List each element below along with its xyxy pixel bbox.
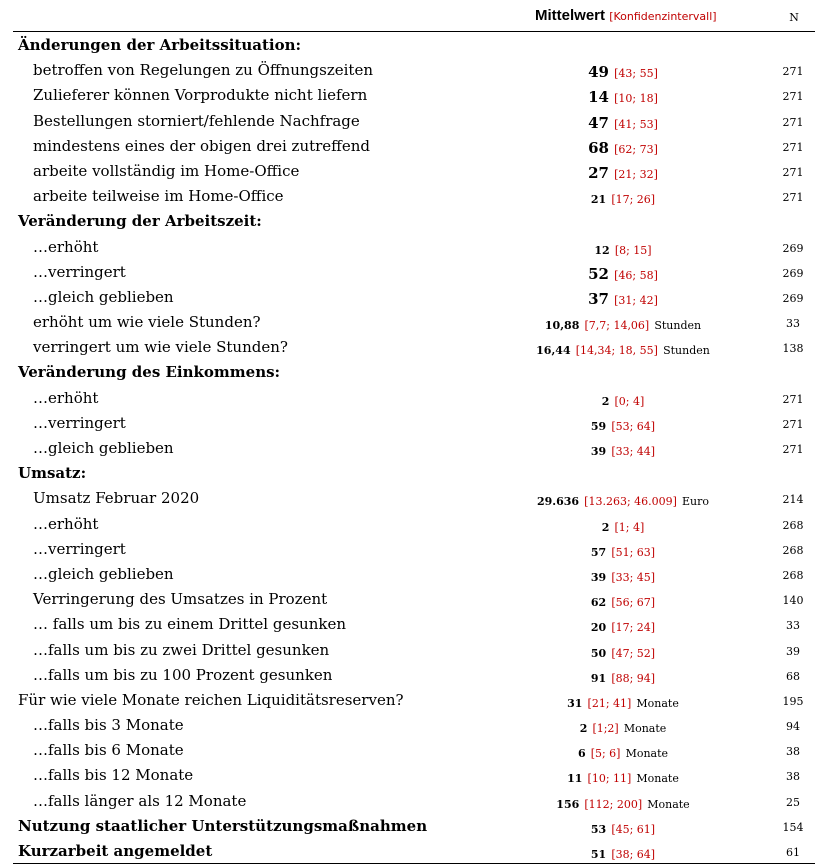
unit-label: Monate: [625, 747, 669, 761]
confidence-interval: [38; 64]: [611, 848, 656, 861]
table-row: [13, 788, 815, 813]
table-row: [13, 536, 815, 561]
row-value: [443, 264, 803, 283]
row-label: …falls um bis zu zwei Drittel gesunken: [33, 640, 330, 659]
row-label: …verringert: [33, 413, 126, 432]
mean-value: 156: [556, 797, 580, 811]
sample-size: 214: [782, 493, 804, 507]
table-row: [13, 234, 815, 259]
sample-size: 140: [782, 594, 804, 608]
row-label: verringert um wie viele Stunden?: [33, 338, 288, 357]
sample-size: 154: [782, 820, 804, 834]
confidence-interval: [21; 32]: [614, 167, 658, 181]
row-value: [443, 591, 803, 610]
table-row: [13, 309, 815, 334]
row-label: Nutzung staatlicher Unterstützungsmaßnahmen: [18, 816, 428, 835]
row-label: mindestens eines der obigen drei zutreffend: [33, 136, 370, 155]
confidence-interval: [33; 44]: [611, 445, 656, 458]
mean-value: 68: [588, 138, 609, 157]
mean-value: 16,44: [536, 344, 571, 358]
row-value: [443, 314, 803, 333]
table-row: [13, 57, 815, 82]
confidence-interval: [56; 67]: [611, 596, 656, 610]
sample-size: 269: [782, 241, 804, 255]
table-row: [13, 485, 815, 510]
row-label: Verringerung des Umsatzes in Prozent: [33, 590, 328, 609]
table-row: [13, 435, 815, 460]
row-value: [443, 516, 803, 535]
mean-value: 31: [567, 696, 583, 710]
table-row: [13, 460, 815, 485]
sample-size: 33: [786, 317, 800, 331]
row-value: [443, 87, 803, 106]
table-row: [13, 737, 815, 762]
table-row: [13, 108, 815, 133]
mean-value: 12: [594, 243, 610, 257]
row-label: Zulieferer können Vorprodukte nicht liefern: [33, 86, 368, 105]
row-value: [443, 642, 803, 661]
sample-size: 94: [786, 720, 800, 734]
row-value: [443, 415, 803, 434]
mean-value: 59: [590, 419, 607, 433]
row-value: [443, 490, 803, 509]
unit-label: Euro: [682, 495, 710, 509]
table-body: [13, 32, 815, 864]
sample-size: 38: [786, 770, 800, 784]
row-value: [443, 742, 803, 761]
confidence-interval: [31; 42]: [614, 293, 658, 307]
table-row: [13, 586, 815, 611]
row-value: [443, 818, 803, 837]
row-value: [443, 339, 803, 358]
sample-size: 269: [782, 291, 804, 305]
sample-size: 268: [782, 543, 804, 557]
table-row: [13, 611, 815, 636]
row-value: [443, 188, 803, 207]
confidence-interval: [14,34; 18, 55]: [575, 344, 658, 358]
table-header: [13, 0, 815, 32]
table-row: [13, 662, 815, 687]
sample-size: 271: [782, 90, 804, 104]
sample-size: 271: [782, 191, 804, 205]
row-label: …erhöht: [33, 514, 99, 533]
table-row: [13, 410, 815, 435]
table-row: [13, 561, 815, 586]
mean-value: 21: [590, 193, 607, 207]
row-label: Für wie viele Monate reichen Liquiditätsreserven?: [18, 690, 404, 709]
ci-column-header: [Konfidenzintervall]: [609, 10, 717, 23]
row-label: …gleich geblieben: [33, 287, 174, 306]
table-row: [13, 712, 815, 737]
row-value: [443, 62, 803, 81]
row-value: [443, 440, 803, 459]
mean-value: 14: [588, 88, 609, 107]
mean-value: 50: [590, 646, 607, 660]
table-row: [13, 637, 815, 662]
row-value: [443, 289, 803, 308]
mean-value: 2: [601, 520, 610, 534]
table-row: [13, 359, 815, 384]
mean-value: 49: [588, 63, 609, 82]
table-row: [13, 32, 815, 57]
table-row: [13, 183, 815, 208]
row-value: [443, 692, 803, 711]
results-table: [13, 0, 815, 864]
mean-value: 6: [577, 747, 586, 761]
mean-value: 11: [567, 772, 583, 786]
row-label: …gleich geblieben: [33, 564, 174, 583]
unit-label: Monate: [647, 797, 690, 811]
row-value: [443, 767, 803, 786]
confidence-interval: [51; 63]: [611, 545, 656, 559]
row-label: …falls bis 3 Monate: [33, 716, 184, 735]
unit-label: Monate: [623, 722, 667, 736]
table-row: [13, 813, 815, 838]
confidence-interval: [45; 61]: [611, 822, 656, 836]
sample-size: 39: [786, 644, 800, 658]
sample-size: 38: [786, 745, 800, 759]
mean-column-header: Mittelwert [Konfidenzintervall]: [535, 7, 717, 24]
unit-label: Monate: [636, 696, 679, 710]
table-row: [13, 838, 815, 864]
confidence-interval: [17; 26]: [611, 193, 656, 207]
confidence-interval: [41; 53]: [614, 117, 658, 131]
row-value: [443, 566, 803, 585]
mean-value: 37: [588, 289, 609, 308]
row-label: Umsatz Februar 2020: [33, 489, 200, 508]
table-row: [13, 82, 815, 107]
row-label: … falls um bis zu einem Drittel gesunken: [33, 615, 346, 634]
unit-label: Stunden: [663, 344, 710, 358]
confidence-interval: [1;2]: [592, 722, 619, 736]
mean-value: 39: [590, 445, 607, 458]
mean-value: 27: [588, 163, 609, 182]
row-label: …falls um bis zu 100 Prozent gesunken: [33, 665, 333, 684]
row-label: …verringert: [33, 262, 126, 281]
confidence-interval: [5; 6]: [590, 747, 621, 761]
row-value: [443, 541, 803, 560]
confidence-interval: [1; 4]: [614, 520, 645, 534]
confidence-interval: [7,7; 14,06]: [584, 319, 650, 333]
table-row: [13, 259, 815, 284]
mean-value: 47: [588, 113, 609, 132]
sample-size: 195: [782, 694, 804, 708]
sample-size: 271: [782, 140, 804, 154]
row-value: [443, 843, 803, 862]
row-value: [443, 113, 803, 132]
table-row: [13, 511, 815, 536]
sample-size: 68: [786, 669, 800, 683]
mean-value: 2: [579, 722, 588, 736]
mean-value: 91: [590, 671, 607, 685]
mean-value: 52: [588, 264, 609, 283]
confidence-interval: [43; 55]: [614, 67, 658, 81]
row-value: [443, 138, 803, 157]
table-row: [13, 762, 815, 787]
row-label: …falls länger als 12 Monate: [33, 791, 247, 810]
table-row: [13, 133, 815, 158]
row-value: [443, 717, 803, 736]
sample-size: 271: [782, 443, 804, 456]
confidence-interval: [62; 73]: [614, 142, 658, 156]
sample-size: 25: [786, 795, 800, 809]
confidence-interval: [8; 15]: [614, 243, 652, 257]
row-label: Kurzarbeit angemeldet: [18, 842, 213, 860]
sample-size: 268: [782, 518, 804, 532]
mean-value: 20: [590, 621, 607, 635]
row-value: [443, 667, 803, 686]
row-label: arbeite vollständig im Home-Office: [33, 161, 300, 180]
row-label: Veränderung der Arbeitszeit:: [18, 212, 262, 231]
confidence-interval: [10; 18]: [614, 92, 658, 106]
confidence-interval: [88; 94]: [611, 671, 656, 685]
confidence-interval: [0; 4]: [614, 394, 645, 408]
row-label: Bestellungen storniert/fehlende Nachfrage: [33, 111, 360, 130]
mean-value: 29.636: [536, 495, 580, 509]
confidence-interval: [21; 41]: [587, 696, 632, 710]
row-value: [443, 163, 803, 182]
sample-size: 138: [782, 342, 804, 356]
sample-size: 271: [782, 165, 804, 179]
confidence-interval: [112; 200]: [584, 797, 643, 811]
row-label: …falls bis 6 Monate: [33, 741, 184, 760]
unit-label: Stunden: [654, 319, 702, 333]
row-value: [443, 793, 803, 812]
row-label: …gleich geblieben: [33, 439, 174, 457]
mean-value: 39: [590, 570, 607, 584]
confidence-interval: [53; 64]: [611, 419, 656, 433]
confidence-interval: [47; 52]: [611, 646, 656, 660]
sample-size: 271: [782, 65, 804, 79]
confidence-interval: [13.263; 46.009]: [584, 495, 677, 509]
table-row: [13, 385, 815, 410]
sample-size: 269: [782, 266, 804, 280]
confidence-interval: [10; 11]: [587, 772, 632, 786]
mean-value: 51: [590, 848, 607, 861]
unit-label: Monate: [636, 772, 679, 786]
mean-value: 57: [590, 545, 607, 559]
row-label: betroffen von Regelungen zu Öffnungszeiten: [33, 61, 373, 80]
row-label: Veränderung des Einkommens:: [18, 363, 281, 382]
sample-size: 268: [782, 568, 804, 582]
table-row: [13, 687, 815, 712]
mean-value: 10,88: [544, 319, 580, 333]
mean-value: 53: [590, 822, 607, 836]
row-label: …falls bis 12 Monate: [33, 766, 194, 785]
row-label: …verringert: [33, 539, 126, 558]
sample-size: 271: [782, 115, 804, 129]
row-value: [443, 616, 803, 635]
row-label: arbeite teilweise im Home-Office: [33, 187, 284, 206]
table-row: [13, 284, 815, 309]
mean-value: 62: [590, 596, 607, 610]
sample-size: 33: [786, 619, 800, 633]
row-label: Änderungen der Arbeitssituation:: [18, 36, 302, 54]
row-label: …erhöht: [33, 237, 99, 256]
table-row: [13, 208, 815, 233]
row-label: …erhöht: [33, 388, 99, 407]
mean-value: 2: [601, 394, 610, 408]
row-label: erhöht um wie viele Stunden?: [33, 313, 261, 332]
confidence-interval: [46; 58]: [614, 268, 658, 282]
sample-size: 271: [782, 392, 804, 406]
table-row: [13, 334, 815, 359]
sample-size: 61: [786, 846, 800, 859]
sample-size: 271: [782, 417, 804, 431]
row-value: [443, 239, 803, 258]
table-row: [13, 158, 815, 183]
n-column-header: N: [789, 11, 799, 24]
row-value: [443, 390, 803, 409]
confidence-interval: [33; 45]: [611, 570, 656, 584]
confidence-interval: [17; 24]: [611, 621, 656, 635]
row-label: Umsatz:: [18, 464, 87, 483]
